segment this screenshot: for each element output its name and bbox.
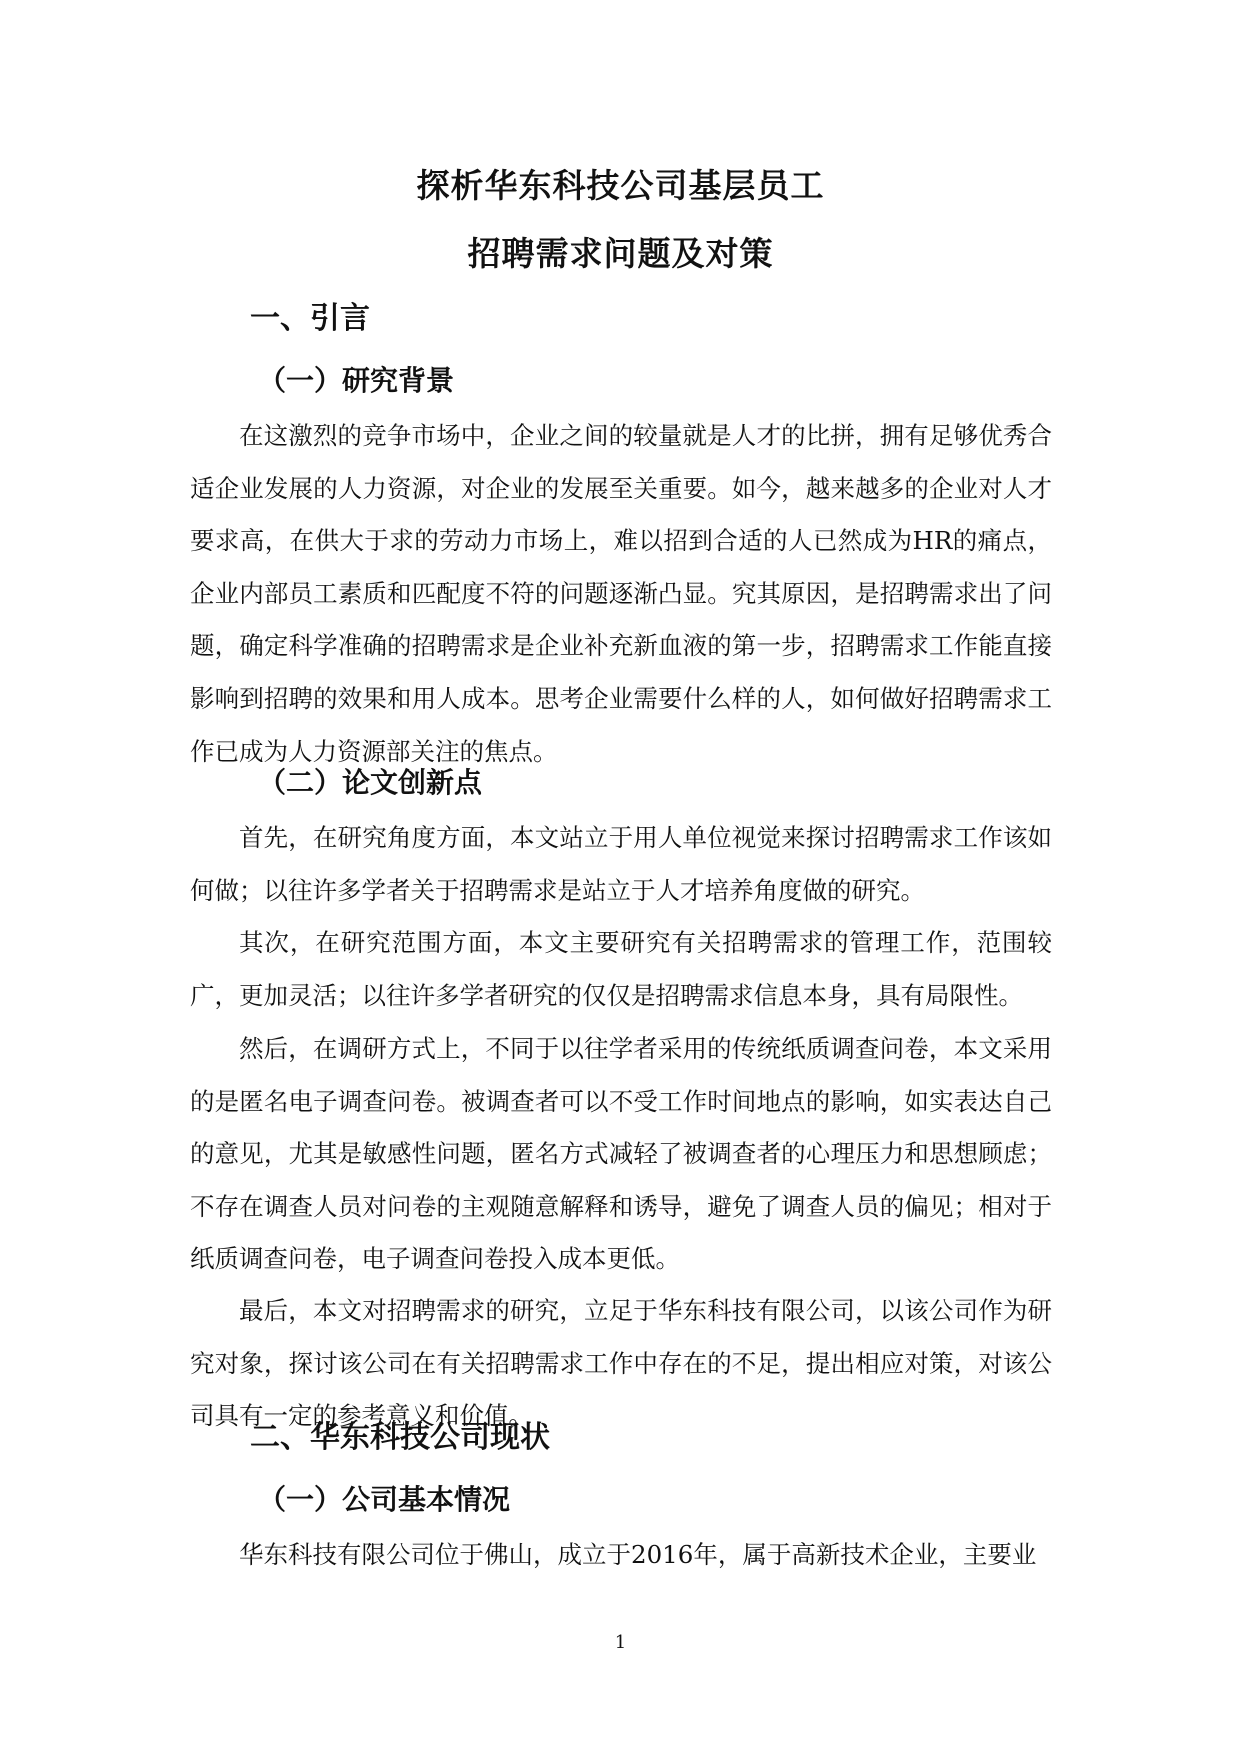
paragraph-innovation-4: 最后，本文对招聘需求的研究，立足于华东科技有限公司，以该公司作为研究对象，探讨该公司在有关招聘需求工作中存在的不足，提出相应对策，对该公司具有一定的参考意义和价值。	[190, 1296, 1052, 1431]
subsection-heading-research-background: （一）研究背景	[258, 364, 455, 397]
paragraph-research-background: 在这激烈的竞争市场中，企业之间的较量就是人才的比拼，拥有足够优秀合适企业发展的人力资源，对企业的发展至关重要。如今，越来越多的企业对人才要求高，在供大于求的劳动力市场上，难以招到合适的人已然成为HR的痛点，企业内部员工素质和匹配度不符的问题逐渐凸显。究其原因，是招聘需求出了问题，确定科学准确的招聘需求是企业补充新血液的第一步，招聘需求工作能直接影响到招聘的效果和用人成本。思考企业需要什么样的人，如何做好招聘需求工作已成为人力资源部关注的焦点。	[190, 421, 1052, 766]
paragraph-innovation-3: 然后，在调研方式上，不同于以往学者采用的传统纸质调查问卷，本文采用的是匿名电子调查问卷。被调查者可以不受工作时间地点的影响，如实表达自己的意见，尤其是敏感性问题，匿名方式减轻了被调查者的心理压力和思想顾虑；不存在调查人员对问卷的主观随意解释和诱导，避免了调查人员的偏见；相对于纸质调查问卷，电子调查问卷投入成本更低。	[190, 1034, 1052, 1274]
paragraph-company-basics: 华东科技有限公司位于佛山，成立于2016年，属于高新技术企业，主要业	[239, 1540, 1037, 1569]
page-number: 1	[614, 1632, 627, 1653]
paragraph-innovation-2: 其次，在研究范围方面，本文主要研究有关招聘需求的管理工作，范围较广，更加灵活；以往许多学者研究的仅仅是招聘需求信息本身，具有局限性。	[190, 928, 1052, 1010]
document-title-line-2: 招聘需求问题及对策	[467, 234, 774, 273]
subsection-heading-company-basics: （一）公司基本情况	[258, 1483, 511, 1516]
section-heading-introduction: 一、引言	[250, 301, 370, 336]
section-heading-company-status: 二、华东科技公司现状	[250, 1420, 550, 1455]
paragraph-innovation-1: 首先，在研究角度方面，本文站立于用人单位视觉来探讨招聘需求工作该如何做；以往许多学者关于招聘需求是站立于人才培养角度做的研究。	[190, 823, 1052, 905]
subsection-heading-innovation-points: （二）论文创新点	[258, 766, 483, 799]
document-title-line-1: 探析华东科技公司基层员工	[416, 166, 825, 205]
